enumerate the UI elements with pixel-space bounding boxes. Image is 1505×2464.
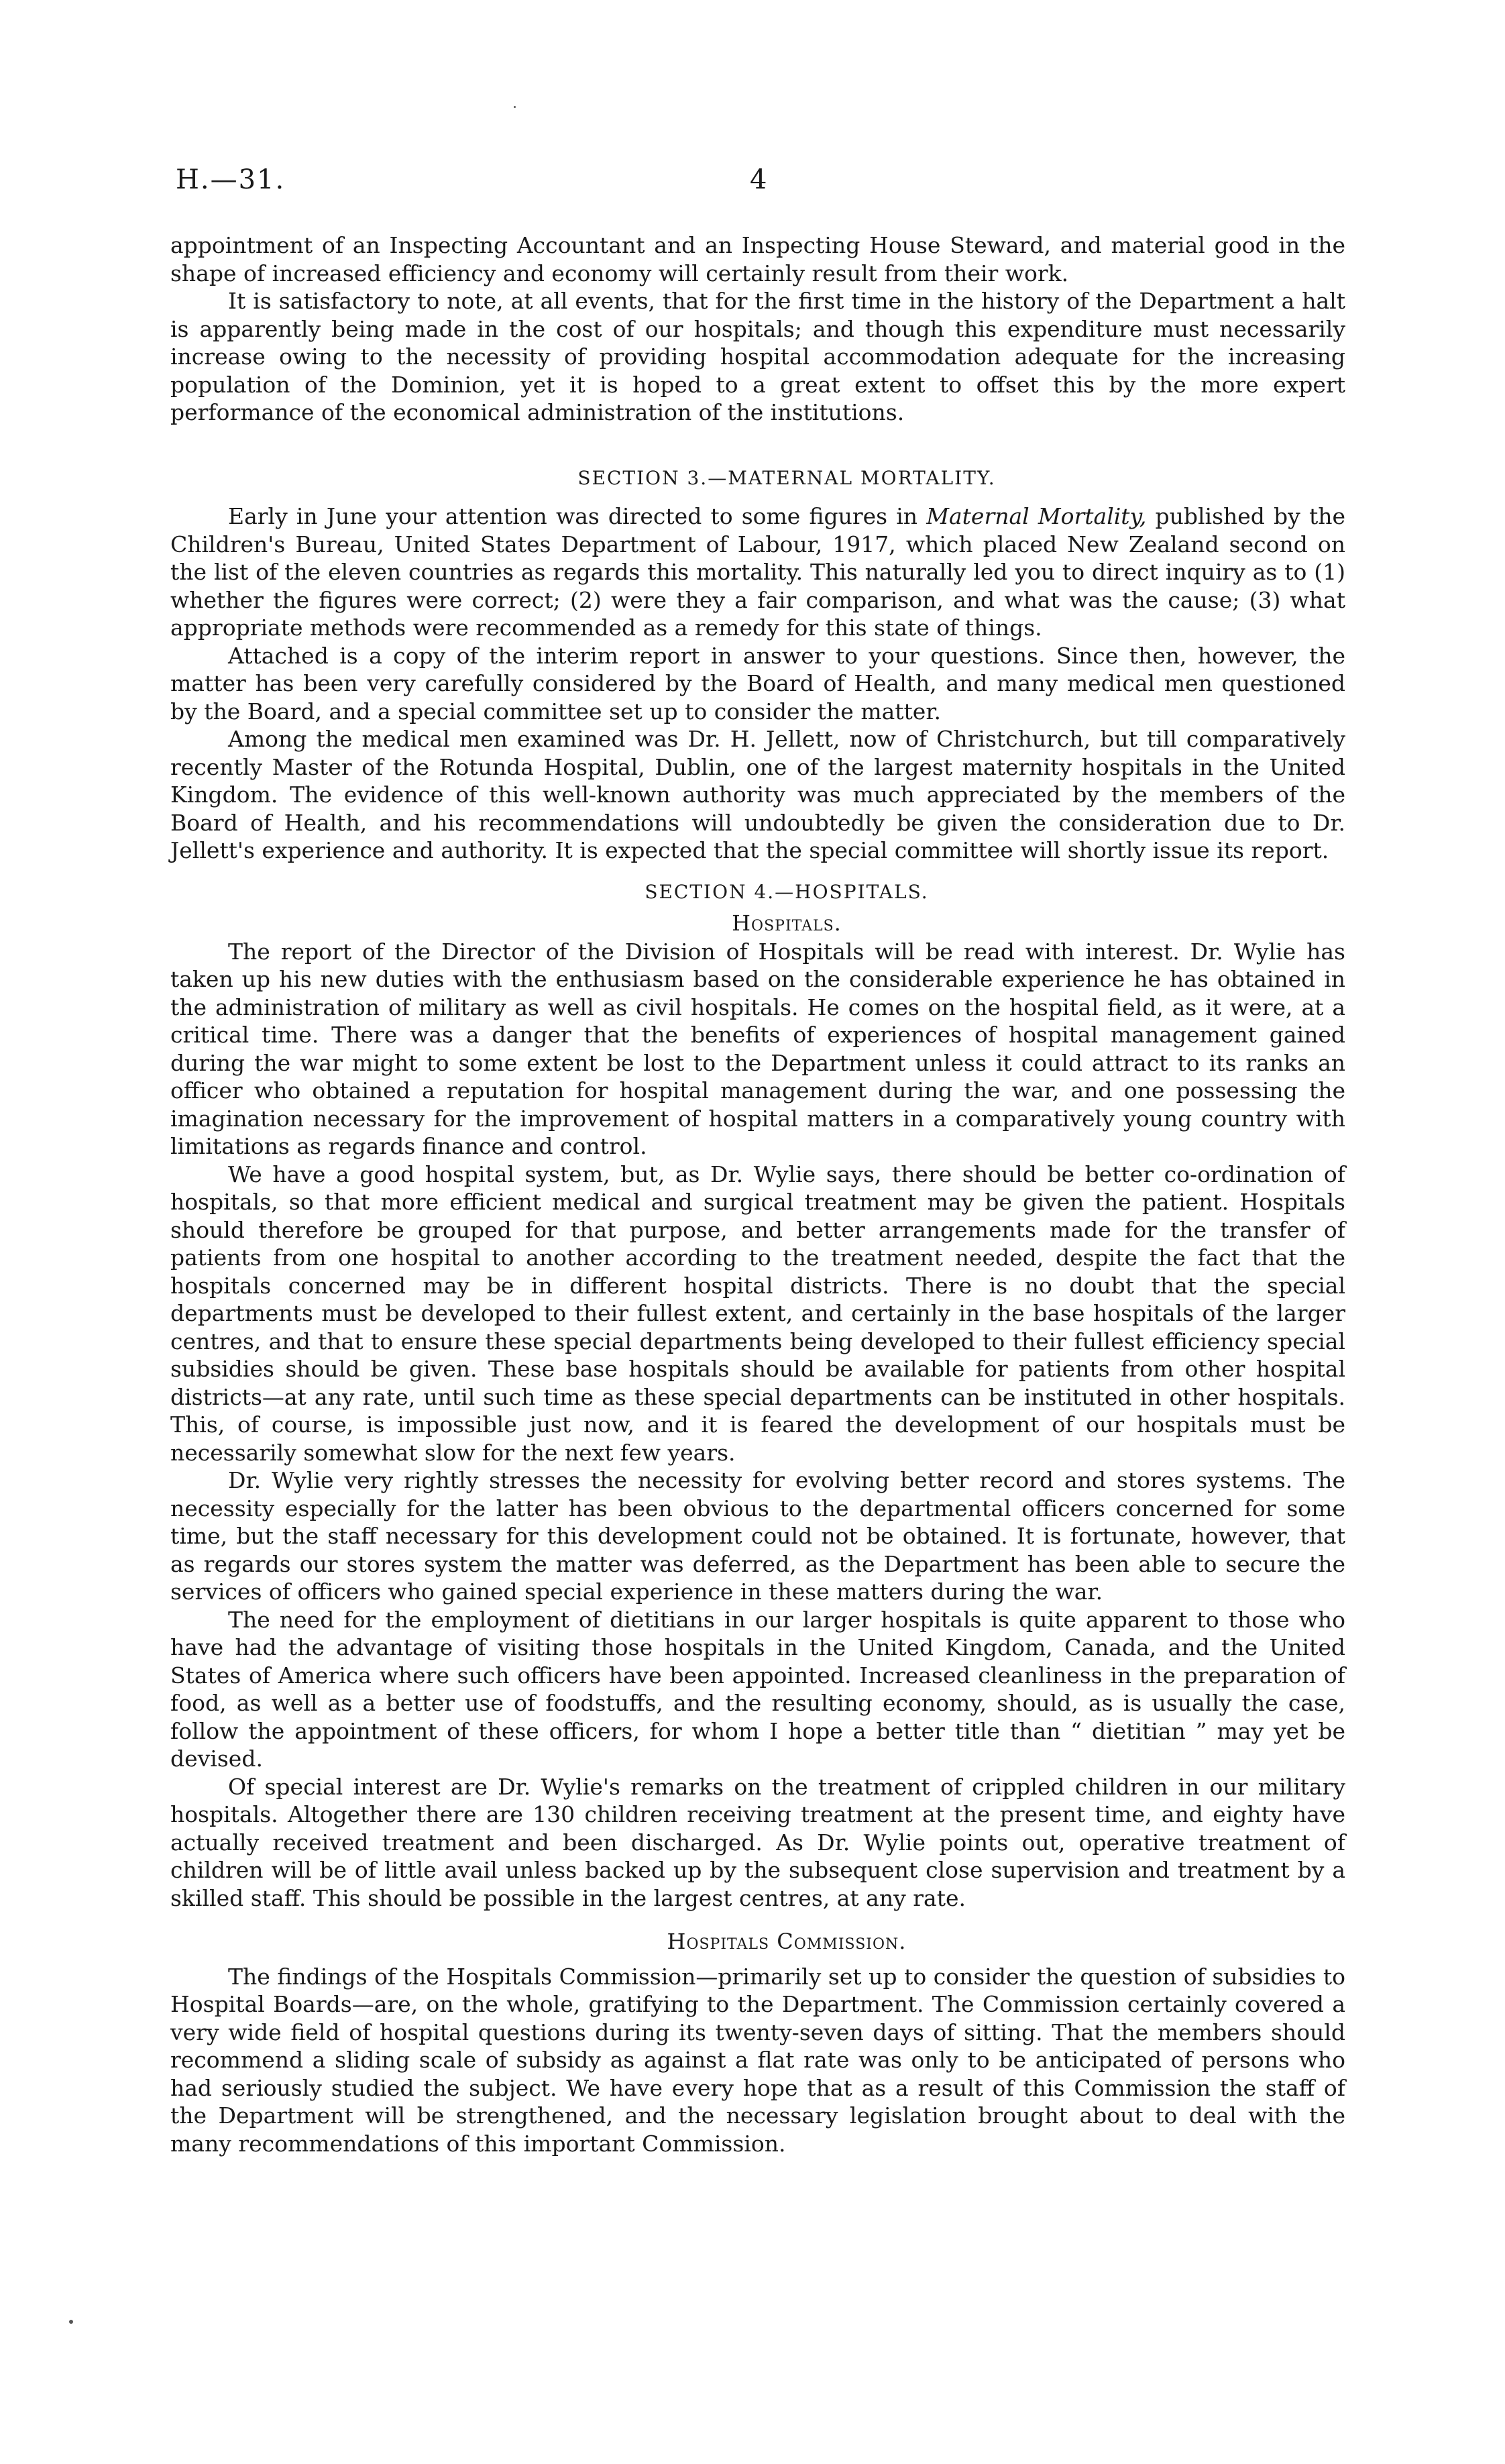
report-reference: H.—31. <box>176 164 286 195</box>
paragraph: Among the medical men examined was Dr. H. Jellett, now of Christchurch, but till comparatively recently Master of the Rotunda Hospital, Dublin, one of the largest maternity hospitals in the United Kingdom. The evidence of this well-known authority was much appreciated by the members of the Board of Health, and his recommendations will undoubtedly be given the consideration due to Dr. Jellett's experience and authority. It is expected that the special committee will shortly issue its report. <box>170 726 1345 863</box>
document-body <box>170 231 1345 2157</box>
paragraph: Attached is a copy of the interim report in answer to your questions. Since then, however, the matter has been very carefully considered by the Board of Health, and many medical men questioned by the Board, and a special committee set up to consider the matter. <box>170 642 1345 725</box>
paragraph: Dr. Wylie very rightly stresses the necessity for evolving better record and stores systems. The necessity especially for the latter has been obvious to the departmental officers concerned for some time, but the staff necessary for this development could not be obtained. It is fortunate, however, that as regards our stores system the matter was deferred, as the Department has been able to secure the services of officers who gained special experience in these matters during the war. <box>170 1467 1345 1605</box>
paragraph: The need for the employment of dietitians in our larger hospitals is quite apparent to those who have had the advantage of visiting those hospitals in the United Kingdom, Canada, and the United States of America where such officers have been appointed. Increased cleanliness in the preparation of food, as well as a better use of foodstuffs, and the resulting economy, should, as is usually the case, follow the appointment of these officers, for whom I hope a better title than “ dietitian ” may yet be devised. <box>170 1606 1345 1772</box>
page-number: 4 <box>750 164 767 195</box>
subheading-hospitals-commission: Hospitals Commission. <box>667 1929 907 1954</box>
paragraph: appointment of an Inspecting Accountant and an Inspecting House Steward, and material good in the shape of increased efficiency and economy will certainly result from their work. <box>170 232 1345 286</box>
paragraph: The findings of the Hospitals Commission—primarily set up to consider the question of subsidies to Hospital Boards—are, on the whole, gratifying to the Department. The Commission certainly covered a very wide field of hospital questions during its twenty-seven days of sitting. That the members should recommend a sliding scale of subsidy as against a flat rate was only to be anticipated of persons who had seriously studied the subject. We have every hope that as a result of this Commission the staff of the Department will be strengthened, and the necessary legislation brought about to deal with the many recommendations of this important Commission. <box>170 1963 1345 2157</box>
subheading-hospitals: Hospitals. <box>732 910 842 936</box>
publication-title: Maternal Mortality, <box>926 503 1147 529</box>
paragraph: It is satisfactory to note, at all events, that for the first time in the history of the Department a halt is apparently being made in the cost of our hospitals; and though this expenditure must necessarily increase owing to the necessity of providing hospital accommodation adequate for the increasing population of the Dominion, yet it is hoped to a great extent to offset this by the more expert performance of the economical administration of the institutions. <box>170 288 1345 425</box>
scan-speck <box>69 2320 73 2324</box>
section-heading-maternal-mortality: SECTION 3.—MATERNAL MORTALITY. <box>577 466 996 489</box>
paragraph: Early in June your attention was directed to some figures in Maternal Mortality, published by the Children's Bureau, United States Department of Labour, 1917, which placed New Zealand second on the list of the eleven countries as regards this mortality. This naturally led you to direct inquiry as to (1) whether the figures were correct; (2) were they a fair comparison, and what was the cause; (3) what appropriate methods were recommended as a remedy for this state of things. <box>170 503 1345 641</box>
paragraph: The report of the Director of the Division of Hospitals will be read with interest. Dr. Wylie has taken up his new duties with the enthusiasm based on the considerable experience he has obtained in the administration of military as well as civil hospitals. He comes on the hospital field, as it were, at a critical time. There was a danger that the benefits of experiences of hospital management gained during the war might to some extent be lost to the Department unless it could attract to its ranks an officer who obtained a reputation for hospital management during the war, and one possessing the imagination necessary for the improvement of hospital matters in a comparatively young country with limitations as regards finance and control. <box>170 938 1345 1159</box>
section-heading-hospitals: SECTION 4.—HOSPITALS. <box>645 880 929 903</box>
paragraph: Of special interest are Dr. Wylie's remarks on the treatment of crippled children in our military hospitals. Altogether there are 130 children receiving treatment at the present time, and eighty have actually received treatment and been discharged. As Dr. Wylie points out, operative treatment of children will be of little avail unless backed up by the subsequent close supervision and treatment by a skilled staff. This should be possible in the largest centres, at any rate. <box>170 1773 1345 1911</box>
paragraph: We have a good hospital system, but, as Dr. Wylie says, there should be better co-ordination of hospitals, so that more efficient medical and surgical treatment may be given the patient. Hospitals should therefore be grouped for that purpose, and better arrangements made for the transfer of patients from one hospital to another according to the treatment needed, despite the fact that the hospitals concerned may be in different hospital districts. There is no doubt that the special departments must be developed to their fullest extent, and certainly in the base hospitals of the larger centres, and that to ensure these special departments being developed to their fullest efficiency special subsidies should be given. These base hospitals should be available for patients from other hospital districts—at any rate, until such time as these special departments can be instituted in other hospitals. This, of course, is impossible just now, and it is feared the development of our hospitals must be necessarily somewhat slow for the next few years. <box>170 1161 1345 1466</box>
scan-speck <box>514 106 516 108</box>
